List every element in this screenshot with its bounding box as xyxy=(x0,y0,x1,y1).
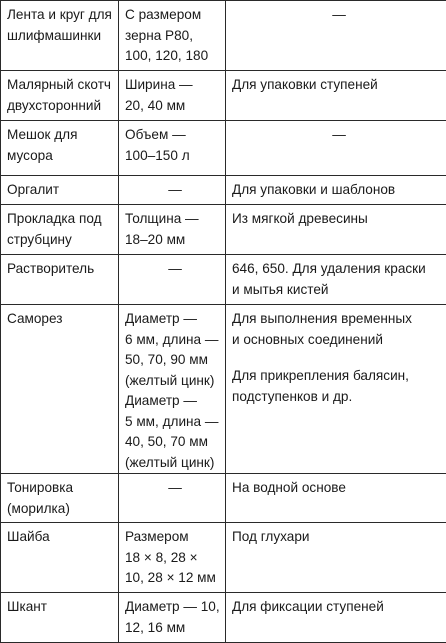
material-spec: Толщина — 18–20 мм xyxy=(119,205,226,255)
table-row xyxy=(1,305,446,474)
material-usage: Для упаковки и шаблонов xyxy=(226,176,446,205)
table-row xyxy=(1,1,446,71)
material-name: Саморез xyxy=(1,305,119,474)
material-name: Малярный скотч двухсторонний xyxy=(1,71,119,121)
material-spec: С размером зерна Р80, 100, 120, 180 xyxy=(119,1,226,71)
material-usage: — xyxy=(226,1,446,71)
table-row xyxy=(1,205,446,255)
table-row xyxy=(1,474,446,523)
material-spec: — xyxy=(119,176,226,205)
table-row xyxy=(1,176,446,205)
material-usage: Для упаковки ступеней xyxy=(226,71,446,121)
material-usage: На водной основе xyxy=(226,474,446,523)
material-usage: Из мягкой древесины xyxy=(226,205,446,255)
material-name: Шайба xyxy=(1,523,119,593)
table-row xyxy=(1,523,446,593)
material-usage: — xyxy=(226,121,446,176)
material-usage: 646, 650. Для удаления краски и мытья кистей xyxy=(226,255,446,305)
table-row xyxy=(1,121,446,176)
material-spec: Объем — 100–150 л xyxy=(119,121,226,176)
table-row xyxy=(1,255,446,305)
material-name: Шкант xyxy=(1,593,119,643)
material-name: Оргалит xyxy=(1,176,119,205)
material-usage: Для прикрепления балясин, подступенков и др. xyxy=(232,368,409,404)
material-spec: Размером 18 × 8, 28 × 10, 28 × 12 мм xyxy=(119,523,226,593)
material-usage: Для выполнения временных и основных соединений xyxy=(232,311,412,347)
material-spec: Ширина — 20, 40 мм xyxy=(119,71,226,121)
material-spec: — xyxy=(119,474,226,523)
material-spec: — xyxy=(119,255,226,305)
material-usage-group xyxy=(226,305,446,474)
table-row xyxy=(1,593,446,643)
material-spec: Диаметр — 6 мм, длина — 50, 70, 90 мм (желтый цинк) Диаметр — 5 мм, длина — 40, 50, 70 мм (желтый цинк) xyxy=(119,305,226,474)
material-name: Растворитель xyxy=(1,255,119,305)
table-row xyxy=(1,71,446,121)
material-usage: Для фиксации ступеней xyxy=(226,593,446,643)
usage-gap xyxy=(232,350,446,366)
material-name: Тонировка (морилка) xyxy=(1,474,119,523)
material-spec: Диаметр — 10, 12, 16 мм xyxy=(119,593,226,643)
material-name: Мешок для мусора xyxy=(1,121,119,176)
material-name: Прокладка под струбцину xyxy=(1,205,119,255)
material-usage: Под глухари xyxy=(226,523,446,593)
material-name: Лента и круг для шлифмашинки xyxy=(1,1,119,71)
